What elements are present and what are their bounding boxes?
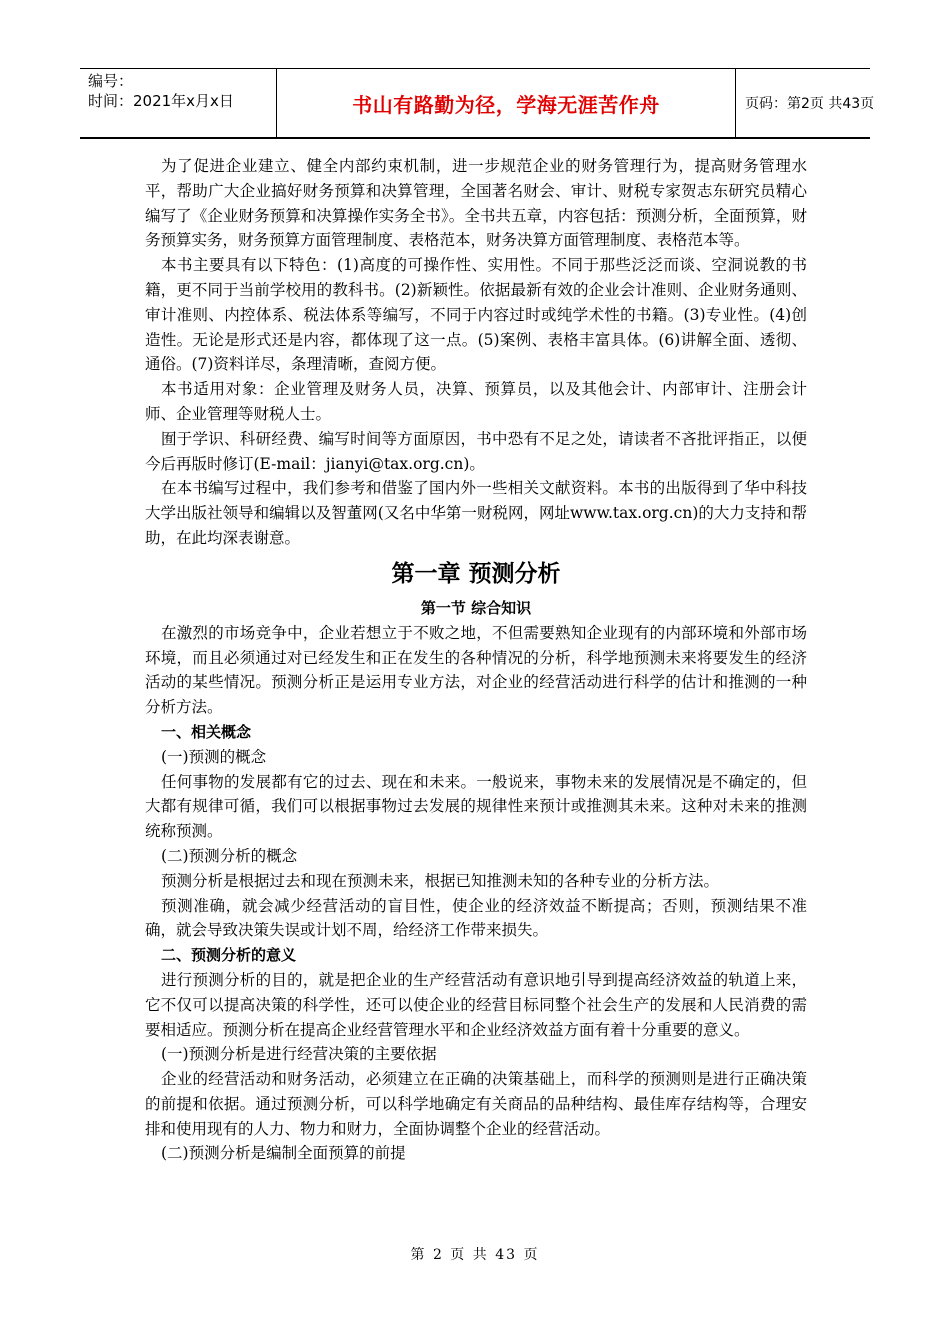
part1-paragraph: 预测分析是根据过去和现在预测未来，根据已知推测未知的各种专业的分析方法。 — [161, 871, 720, 890]
chapter-title: 第一章 预测分析 — [391, 560, 561, 587]
part2-paragraph: 企业的经营活动和财务活动，必须建立在正确的决策基础上，而科学的预测则是进行正确决策的前提和依据。通过预测分析，可以科学地确定有关商品的品种结构、最佳库存结构等，合理安排和使用现有的人力、物力和财力，全面协调整个企业的经营活动。 — [145, 1070, 807, 1138]
page-footer: 第 2 页 共 43 页 — [410, 1247, 540, 1263]
header-motto: 书山有路勤为径，学海无涯苦作舟 — [277, 69, 736, 137]
intro-paragraph: 在本书编写过程中，我们参考和借鉴了国内外一些相关文献资料。本书的出版得到了华中科技大学出版社领导和编辑以及智董网(又名中华第一财税网，网址www.tax.org.cn)的大力支持和帮助，在此均深表谢意。 — [145, 479, 807, 547]
part1-paragraph: 任何事物的发展都有它的过去、现在和未来。一般说来，事物未来的发展情况是不确定的，但大都有规律可循，我们可以根据事物过去发展的规律性来预计或推测其未来。这种对未来的推测统称预测。 — [145, 772, 807, 841]
document-body — [145, 154, 807, 1166]
part2-paragraph: 进行预测分析的目的，就是把企业的生产经营活动有意识地引导到提高经济效益的轨道上来，它不仅可以提高决策的科学性，还可以使企业的经营目标同整个社会生产的发展和人民消费的需要相适应。预测分析在提高企业经营管理水平和企业经济效益方面有着十分重要的意义。 — [145, 970, 807, 1039]
part1-heading: 一、相关概念 — [161, 722, 252, 741]
part2-heading: 二、预测分析的意义 — [161, 946, 297, 965]
section-intro-paragraph: 在激烈的市场竞争中，企业若想立于不败之地，不但需要熟知企业现有的内部环境和外部市场环境，而且必须通过对已经发生和正在发生的各种情况的分析，科学地预测未来将要发生的经济活动的某些情况。预测分析正是运用专业方法，对企业的经营活动进行科学的估计和推测的一种分析方法。 — [145, 623, 807, 717]
part2-subheading-2: (二)预测分析是编制全面预算的前提 — [161, 1144, 406, 1163]
section-title: 第一节 综合知识 — [420, 598, 532, 617]
document-number-label: 编号： — [88, 72, 134, 90]
intro-paragraph: 为了促进企业建立、健全内部约束机制，进一步规范企业的财务管理行为，提高财务管理水平，帮助广大企业搞好财务预算和决算管理，全国著名财会、审计、财税专家贺志东研究员精心编写了《企业财务预算和决算操作实务全书》。全书共五章，内容包括：预测分析，全面预算，财务预算实务，财务预算方面管理制度、表格范本，财务决算方面管理制度、表格范本等。 — [145, 157, 807, 250]
intro-paragraph: 囿于学识、科研经费、编写时间等方面原因，书中恐有不足之处，请读者不吝批评指正，以便今后再版时修订(E-mail：jianyi@tax.org.cn)。 — [145, 429, 807, 473]
part2-subheading-1: (一)预测分析是进行经营决策的主要依据 — [161, 1045, 437, 1064]
intro-paragraph: 本书适用对象：企业管理及财务人员，决算、预算员，以及其他会计、内部审计、注册会计师、企业管理等财税人士。 — [145, 380, 807, 423]
part1-subheading-1: (一)预测的概念 — [161, 747, 267, 766]
header-page-info: 页码：第2页 共43页 — [745, 96, 875, 112]
part1-paragraph: 预测准确，就会减少经营活动的盲目性，使企业的经济效益不断提高；否则，预测结果不准确，就会导致决策失误或计划不周，给经济工作带来损失。 — [145, 896, 807, 940]
document-date-label: 时间：2021年x月x日 — [88, 92, 234, 110]
part1-subheading-2: (二)预测分析的概念 — [161, 846, 298, 865]
page-header — [80, 68, 875, 139]
intro-paragraph: 本书主要具有以下特色：(1)高度的可操作性、实用性。不同于那些泛泛而谈、空洞说教的书籍，更不同于当前学校用的教科书。(2)新颖性。依据最新有效的企业会计准则、企业财务通则、审计准则、内控体系、税法体系等编写，不同于内容过时或纯学术性的书籍。(3)专业性。(4)创造性。无论是形式还是内容，都体现了这一点。(5)案例、表格丰富具体。(6)讲解全面、透彻、通俗。(7)资料详尽，条理清晰，查阅方便。 — [145, 256, 807, 374]
header-meta — [80, 69, 277, 137]
